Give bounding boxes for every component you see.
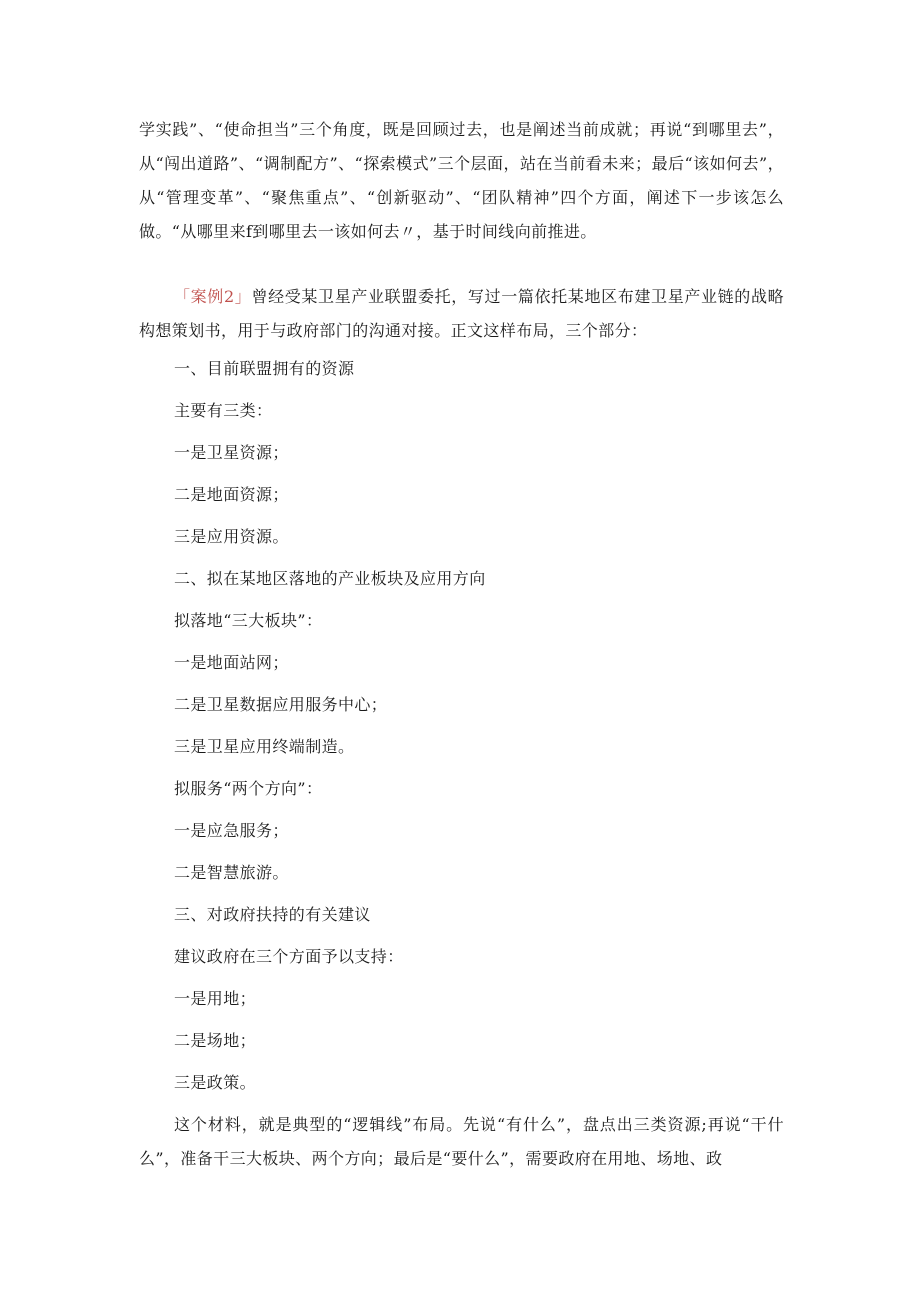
case2-paragraph (139, 280, 784, 348)
section-heading-suggestions: 三、对政府扶持的有关建议 (174, 905, 371, 924)
conclusion-paragraph: 这个材料，就是典型的“逻辑线”布局。先说“有什么”，盘点出三类资源;再说“干什么”，准备干三大板块、两个方向；最后是“要什么”，需要政府在用地、场地、政 (139, 1115, 784, 1168)
list-item: 二是场地； (174, 1031, 257, 1050)
list-item: 一是用地； (174, 989, 257, 1008)
list-item: 二是智慧旅游。 (174, 863, 289, 882)
section-heading-industry: 二、拟在某地区落地的产业板块及应用方向 (174, 569, 486, 588)
case2-tag: 「案例2」 (174, 287, 252, 306)
section-heading-resources: 一、目前联盟拥有的资源 (174, 359, 355, 378)
list-item: 二是卫星数据应用服务中心； (174, 695, 388, 714)
case2-body: 曾经受某卫星产业联盟委托，写过一篇依托某地区布建卫星产业链的战略构想策划书，用于与政府部门的沟通对接。正文这样布局，三个部分： (139, 287, 784, 340)
list-item: 二是地面资源； (174, 485, 289, 504)
list-item: 一是应急服务； (174, 821, 289, 840)
list-item: 三是政策。 (174, 1073, 257, 1092)
list-item: 拟落地“三大板块”： (174, 611, 323, 630)
list-item: 一是卫星资源； (174, 443, 289, 462)
list-item: 拟服务“两个方向”： (174, 779, 323, 798)
list-item: 主要有三类： (174, 401, 273, 420)
list-item: 三是应用资源。 (174, 527, 289, 546)
intro-paragraph: 学实践”、“使命担当”三个角度，既是回顾过去，也是阐述当前成就；再说“到哪里去”，从“闯出道路”、“调制配方”、“探索模式”三个层面，站在当前看未来；最后“该如何去”，从“管理变革”、“聚焦重点”、“创新驱动”、“团队精神”四个方面，阐述下一步该怎么做。“从哪里来f到哪里去一该如何去〃，基于时间线向前推进。 (139, 120, 784, 241)
list-item: 三是卫星应用终端制造。 (174, 737, 355, 756)
list-item: 建议政府在三个方面予以支持： (174, 947, 404, 966)
list-item: 一是地面站网； (174, 653, 289, 672)
